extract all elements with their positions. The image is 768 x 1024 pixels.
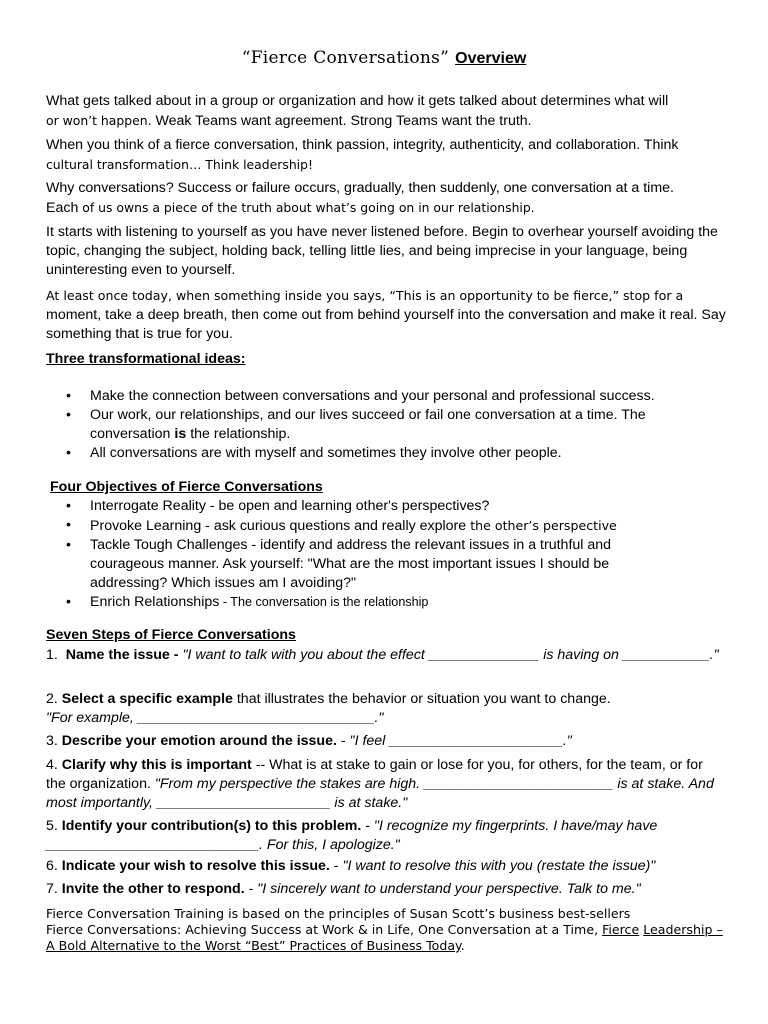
step-5 [46,817,706,855]
objective-3: Tackle Tough Challenges - identify and address the relevant issues in a truthful and courageous manner. Ask yourself: "What are the most important issues I should be addressing? Which issues am I avoiding?" [90,537,612,591]
footer-line-2: Fierce Conversations: Achieving Success at Work & in Life, One Conversation at a Time, [46,922,603,937]
intro-5-b: moment, take a deep breath, then come out from behind yourself into the conversation and make it real. Say something that is true for you. [46,307,726,342]
intro-paragraph-4 [46,223,726,280]
intro-4: It starts with listening to yourself as you have never listened before. Begin to overhear yourself avoiding the topic, changing the subject, holding back, telling little lies, and being imprecise in your language, being uninteresting even to yourself. [46,224,718,278]
steps-heading: Seven Steps of Fierce Conversations [46,627,296,643]
intro-2-b: cultural transformation… Think leadership! [46,157,313,172]
list-item [66,593,666,612]
footer-line-1: Fierce Conversation Training is based on the principles of Susan Scott’s business best-sellers [46,906,631,921]
intro-1-c: Weak Teams want agreement. Strong Teams want the truth. [151,113,532,129]
step-1-num: 1. [46,647,58,663]
step-7 [46,880,736,899]
step-2-rest: that illustrates the behavior or situation you want to change. [232,691,611,707]
idea-2-bold: is [174,426,187,442]
intro-paragraph-1 [46,92,726,131]
step-2-bold: Select a specific example [61,691,233,707]
list-item [66,497,666,516]
step-2-num: 2. [46,691,62,707]
intro-2-a: When you think of a fierce conversation, think passion, integrity, authenticity, and collaboration. Think [46,137,679,153]
objective-1: Interrogate Reality - be open and learning other's perspectives? [90,498,490,514]
footer-end: . [460,938,465,953]
intro-1-a: What gets talked about in a group or organization and how it gets talked about determines what will [46,93,669,109]
title-main: “Fierce Conversations” [241,48,450,68]
step-5-num: 5. [46,818,62,834]
list-item [66,536,666,593]
intro-5-a: At least once today, when something inside you says, “This is an opportunity to be fierce,” stop for a [46,288,684,303]
step-7-rest: - [244,881,258,897]
step-6-rest: - [329,858,343,874]
step-4-rest: -- What is at stake to gain or lose for you, for others, for the team, or for the organization. [46,757,703,792]
step-3-bold: Describe your emotion around the issue. [61,733,337,749]
step-4 [46,756,726,813]
step-4-italic: "From my perspective the stakes are high. ________________________ is at stake. And most importantly, ______________________ is at stake." [46,776,714,811]
step-3-rest: - [336,733,350,749]
objective-4: Enrich Relationships [90,594,220,610]
intro-3-b: Each [46,200,79,216]
step-6 [46,857,736,876]
objectives-heading: Four Objectives of Fierce Conversations [50,479,323,495]
intro-paragraph-5 [46,286,726,344]
intro-paragraph-3 [46,179,726,218]
step-5-bold: Identify your contribution(s) to this problem. [61,818,362,834]
list-item [66,444,706,463]
step-3 [46,732,736,751]
footer-link-fierce: Fierce [602,922,640,937]
page-title [0,48,768,68]
intro-3-a: Why conversations? Success or failure occurs, gradually, then suddenly, one conversation at a time. [46,180,674,196]
title-overview: Overview [455,50,527,67]
list-item [66,406,690,444]
step-7-bold: Invite the other to respond. [61,881,245,897]
step-3-italic: "I feel ______________________." [349,733,572,749]
step-4-num: 4. [46,757,62,773]
step-2-italic: "For example, ______________________________." [46,710,384,726]
step-5-rest: - [361,818,374,834]
step-3-num: 3. [46,733,62,749]
step-2 [46,690,736,728]
intro-3-c: of us owns a piece of the truth about what’s going on in our relationship. [78,200,535,215]
step-1-bold: Name the issue - [65,647,183,663]
list-item [66,516,666,536]
step-6-num: 6. [46,858,62,874]
intro-1-b: or won’t happen. [46,113,152,128]
intro-paragraph-2 [46,136,726,175]
footer-credits [46,906,746,954]
idea-2-end: the relationship. [186,426,291,442]
step-5-italic: "I recognize my fingerprints. I have/may have ___________________________. For this, I apologize." [46,818,658,853]
objective-2: Provoke Learning - ask curious questions and really explore [90,518,467,534]
idea-1: Make the connection between conversations and your personal and professional success. [90,388,655,404]
idea-3: All conversations are with myself and sometimes they involve other people. [90,445,562,461]
step-6-bold: Indicate your wish to resolve this issue. [61,858,330,874]
objective-4-tail: - The conversation is the relationship [219,595,429,609]
step-7-num: 7. [46,881,62,897]
list-item [66,387,706,406]
step-7-italic: "I sincerely want to understand your perspective. Talk to me." [257,881,641,897]
footer-link-bold-alternative: A Bold Alternative to the Worst “Best” Practices of Business Today [46,938,461,953]
objectives-list [66,497,666,612]
ideas-list [66,387,706,463]
step-6-italic: "I want to resolve this with you (restate the issue)" [342,858,656,874]
step-1-italic: "I want to talk with you about the effect ______________ is having on ___________." [182,647,719,663]
step-1 [46,646,736,665]
ideas-heading: Three transformational ideas: [46,351,246,367]
step-4-bold: Clarify why this is important [61,757,252,773]
footer-link-leadership: Leadership – [643,922,723,937]
objective-2-tail: the other’s perspective [466,518,617,533]
idea-2: Our work, our relationships, and our lives succeed or fail one conversation at a time. The conversation [90,407,646,442]
